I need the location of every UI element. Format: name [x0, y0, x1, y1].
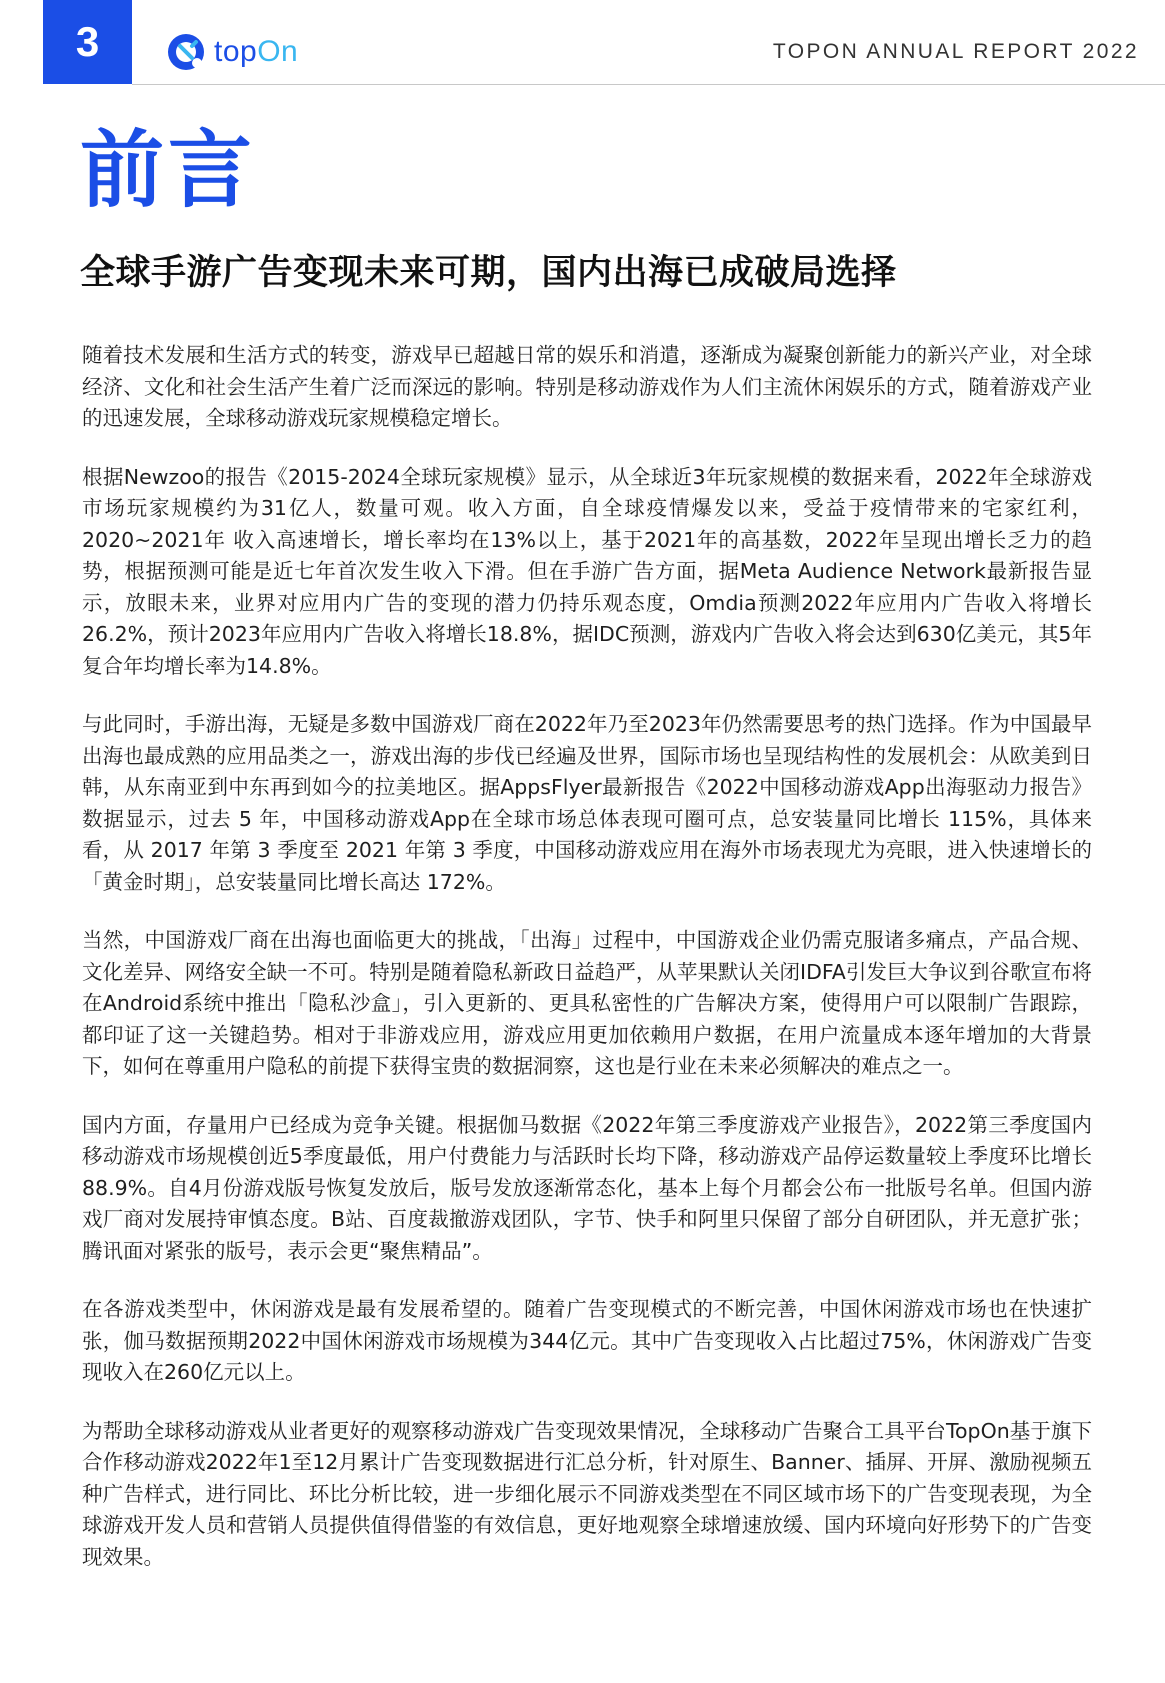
topon-logo-icon: [166, 32, 206, 72]
paragraph: 国内方面，存量用户已经成为竞争关键。根据伽马数据《2022年第三季度游戏产业报告》，2022第三季度国内移动游戏市场规模创近5季度最低，用户付费能力与活跃时长均下降，移动游戏产品停运数量较上季度环比增长88.9%。自4月份游戏版号恢复发放后，版号发放逐渐常态化，基本上每个月都会公布一批版号名单。但国内游戏厂商对发展持审慎态度。B站、百度裁撤游戏团队，字节、快手和阿里只保留了部分自研团队，并无意扩张；腾讯面对紧张的版号，表示会更“聚焦精品”。: [82, 1112, 1092, 1263]
logo-text-on: On: [257, 35, 299, 68]
body-text: [82, 340, 1092, 1600]
page-number-badge: [43, 0, 132, 84]
paragraph: 为帮助全球移动游戏从业者更好的观察移动游戏广告变现效果情况，全球移动广告聚合工具平台TopOn基于旗下合作移动游戏2022年1至12月累计广告变现数据进行汇总分析，针对原生、Banner、插屏、开屏、激励视频五种广告样式，进行同比、环比分析比较，进一步细化展示不同游戏类型在不同区域市场下的广告变现表现，为全球游戏开发人员和营销人员提供值得借鉴的有效信息，更好地观察全球增速放缓、国内环境向好形势下的广告变现效果。: [82, 1418, 1092, 1569]
page-number: 3: [75, 18, 100, 65]
header-divider: [132, 84, 1165, 85]
paragraph: 随着技术发展和生活方式的转变，游戏早已超越日常的娱乐和消遣，逐渐成为凝聚创新能力的新兴产业，对全球经济、文化和社会生活产生着广泛而深远的影响。特别是移动游戏作为人们主流休闲娱乐的方式，随着游戏产业的迅速发展，全球移动游戏玩家规模稳定增长。: [82, 343, 1092, 430]
paragraph: 根据Newzoo的报告《2015-2024全球玩家规模》显示，从全球近3年玩家规模的数据来看，2022年全球游戏市场玩家规模约为31亿人，数量可观。收入方面，自全球疫情爆发以来，受益于疫情带来的宅家红利，2020~2021年 收入高速增长，增长率均在13%以上，基于2021年的高基数，2022年呈现出增长乏力的趋势，根据预测可能是近七年首次发生收入下滑。但在手游广告方面，据Meta Audience Network最新报告显示，放眼未来，业界对应用内广告的变现的潜力仍持乐观态度，Omdia预测2022年应用内广告收入将增长26.2%，预计2023年应用内广告收入将增长18.8%，据IDC预测，游戏内广告收入将会达到630亿美元，其5年复合年均增长率为14.8%。: [82, 464, 1092, 678]
section-subtitle: 全球手游广告变现未来可期，国内出海已成破局选择: [80, 253, 897, 293]
topon-logo: [166, 30, 298, 74]
paragraph: 当然，中国游戏厂商在出海也面临更大的挑战，「出海」过程中，中国游戏企业仍需克服诸多痛点，产品合规、文化差异、网络安全缺一不可。特别是随着隐私新政日益趋严，从苹果默认关闭IDFA引发巨大争议到谷歌宣布将在Android系统中推出「隐私沙盒」，引入更新的、更具私密性的广告解决方案，使得用户可以限制广告跟踪，都印证了这一关键趋势。相对于非游戏应用，游戏应用更加依赖用户数据，在用户流量成本逐年增加的大背景下，如何在尊重用户隐私的前提下获得宝贵的数据洞察，这也是行业在未来必须解决的难点之一。: [82, 928, 1092, 1078]
page-title: 前言: [80, 121, 257, 219]
paragraph: 与此同时，手游出海，无疑是多数中国游戏厂商在2022年乃至2023年仍然需要思考的热门选择。作为中国最早出海也最成熟的应用品类之一，游戏出海的步伐已经遍及世界，国际市场也呈现结构性的发展机会：从欧美到日韩，从东南亚到中东再到如今的拉美地区。据AppsFlyer最新报告《2022中国移动游戏App出海驱动力报告》数据显示，过去 5 年，中国移动游戏App在全球市场总体表现可圈可点，总安装量同比增长 115%，具体来看，从 2017 年第 3 季度至 2021 年第 3 季度，中国移动游戏应用在海外市场表现尤为亮眼，进入快速增长的「黄金时期」，总安装量同比增长高达 172%。: [82, 712, 1092, 894]
topon-logo-text: [214, 37, 298, 67]
report-title: TOPON ANNUAL REPORT 2022: [772, 40, 1139, 63]
paragraph: 在各游戏类型中，休闲游戏是最有发展希望的。随着广告变现模式的不断完善，中国休闲游戏市场也在快速扩张，伽马数据预期2022中国休闲游戏市场规模为344亿元。其中广告变现收入占比超过75%，休闲游戏广告变现收入在260亿元以上。: [82, 1297, 1092, 1384]
logo-text-top: top: [214, 35, 258, 68]
